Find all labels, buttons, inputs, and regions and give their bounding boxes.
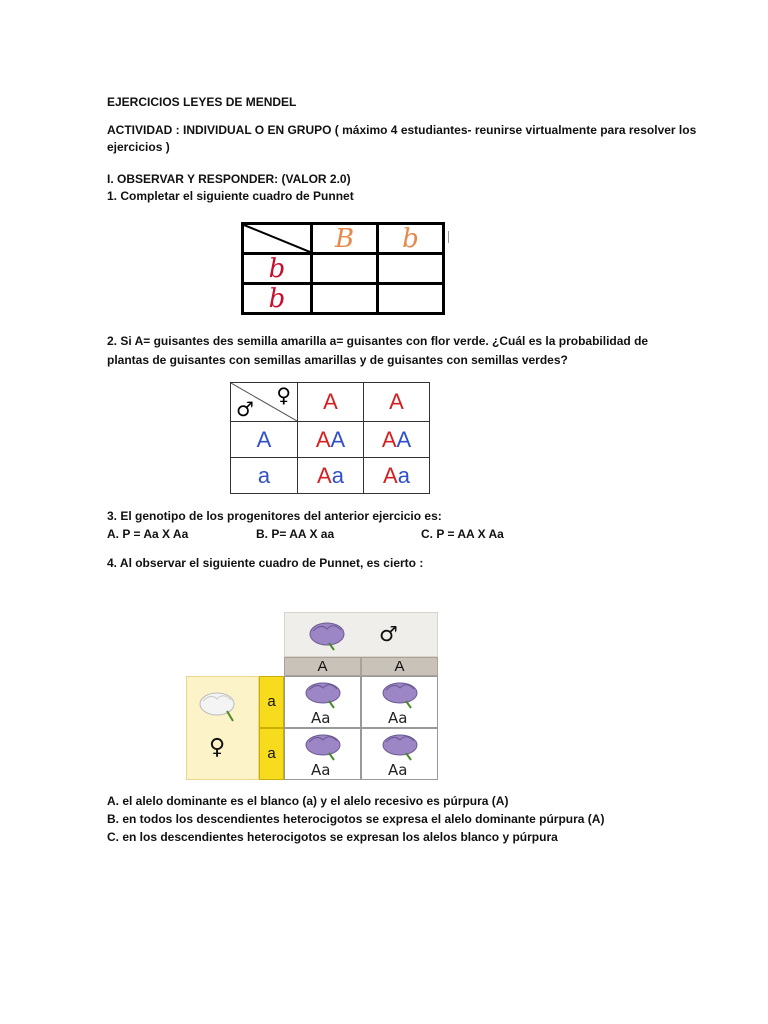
row-allele: b <box>243 284 312 314</box>
answer-a: A. el alelo dominante es el blanco (a) y el alelo recesivo es púrpura (A) <box>107 794 509 808</box>
punnett-table-1 <box>241 222 445 315</box>
header-allele: b <box>378 224 444 254</box>
genotype-cell: Aa <box>298 458 364 494</box>
document-title: EJERCICIOS LEYES DE MENDEL <box>107 95 297 109</box>
question-3: 3. El genotipo de los progenitores del anterior ejercicio es: <box>107 509 442 523</box>
row-allele: a <box>231 458 298 494</box>
genotype-cell: AA <box>364 422 430 458</box>
answer-c: C. en los descendientes heterocigotos se expresan los alelos blanco y púrpura <box>107 830 558 844</box>
purple-flower-icon <box>380 679 420 709</box>
purple-flower-icon <box>307 619 347 651</box>
corner-cell <box>243 224 312 254</box>
question-4: 4. Al observar el siguiente cuadro de Punnet, es cierto : <box>107 556 424 570</box>
male-parent-cell <box>284 612 438 657</box>
question-2-line-1: 2. Si A= guisantes des semilla amarilla a= guisantes con flor verde. ¿Cuál es la probabilidad de <box>107 334 649 348</box>
option-b: B. P= AA X aa <box>256 527 335 541</box>
genotype-cell: AA <box>298 422 364 458</box>
answer-b: B. en todos los descendientes heterocigotos se expresa el alelo dominante púrpura (A) <box>107 812 605 826</box>
punnett-table-2 <box>230 382 430 494</box>
empty-cell[interactable] <box>312 284 378 314</box>
female-symbol-icon: ♀ <box>276 383 291 407</box>
purple-flower-icon <box>303 679 343 709</box>
header-allele: A <box>298 383 364 422</box>
empty-cell[interactable] <box>312 254 378 284</box>
offspring-cell <box>284 728 361 780</box>
option-a: A. P = Aa X Aa <box>107 527 189 541</box>
row-allele: A <box>231 422 298 458</box>
white-flower-icon <box>197 689 241 723</box>
offspring-cell <box>361 676 438 728</box>
purple-flower-icon <box>380 731 420 761</box>
genotype-label: Aa <box>388 709 408 727</box>
option-c: C. P = AA X Aa <box>421 527 504 541</box>
cursor-mark <box>448 231 449 243</box>
empty-cell[interactable] <box>378 284 444 314</box>
row-allele: b <box>243 254 312 284</box>
header-allele: A <box>284 657 361 676</box>
purple-flower-icon <box>303 731 343 761</box>
row-allele: a <box>259 728 284 780</box>
corner-cell <box>231 383 298 422</box>
activity-text: ACTIVIDAD : INDIVIDUAL O EN GRUPO ( máximo 4 estudiantes- reunirse virtualmente para resolver los ejercicios ) <box>107 123 697 154</box>
header-allele: A <box>364 383 430 422</box>
female-parent-cell <box>186 676 259 780</box>
question-1: 1. Completar el siguiente cuadro de Punnet <box>107 189 354 203</box>
genotype-label: Aa <box>311 761 331 779</box>
header-allele: B <box>312 224 378 254</box>
female-symbol-icon: ♀ <box>209 735 226 760</box>
genotype-label: Aa <box>311 709 331 727</box>
male-symbol-icon: ♂ <box>379 622 398 646</box>
offspring-cell <box>361 728 438 780</box>
header-allele: A <box>361 657 438 676</box>
question-2-line-2: plantas de guisantes con semillas amarillas y de guisantes con semillas verdes? <box>107 353 568 367</box>
genotype-label: Aa <box>388 761 408 779</box>
male-symbol-icon: ♂ <box>236 397 254 421</box>
genotype-cell: Aa <box>364 458 430 494</box>
punnett-table-3 <box>186 612 438 780</box>
offspring-cell <box>284 676 361 728</box>
section-heading: I. OBSERVAR Y RESPONDER: (VALOR 2.0) <box>107 172 351 186</box>
empty-cell[interactable] <box>378 254 444 284</box>
row-allele: a <box>259 676 284 728</box>
